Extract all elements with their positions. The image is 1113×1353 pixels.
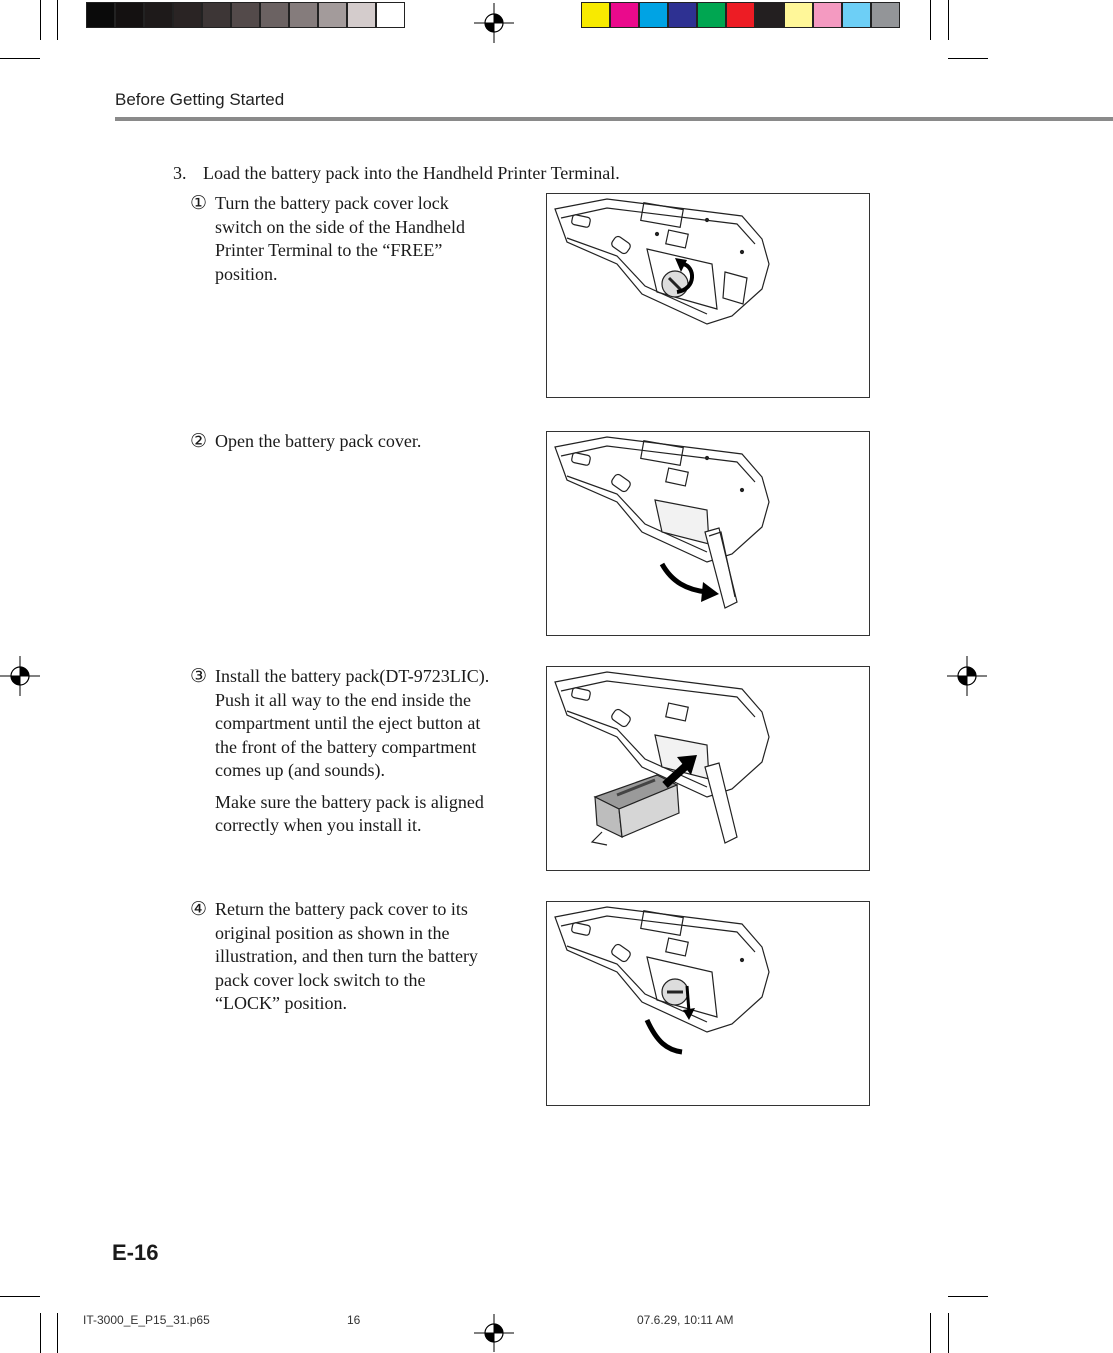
step-intro	[173, 161, 620, 185]
gray-swatch	[289, 2, 318, 28]
illustration-lock-switch-lock	[546, 901, 870, 1106]
text-line: position.	[215, 263, 278, 284]
handheld-terminal-icon	[555, 907, 769, 1032]
text-line: comes up (and sounds).	[215, 760, 385, 780]
slug-file-name: IT-3000_E_P15_31.p65	[83, 1313, 210, 1327]
text-line: original position as shown in the	[215, 922, 450, 943]
header-rule	[115, 117, 1113, 121]
step-number: 3.	[173, 163, 187, 183]
gray-swatch	[144, 2, 173, 28]
registration-mark-top-icon	[474, 3, 514, 43]
process-swatch	[726, 2, 755, 28]
swing-arrow-icon	[662, 564, 707, 592]
gray-swatch	[173, 2, 202, 28]
substep-marker: ④	[190, 899, 208, 920]
text-line: Install the battery pack(DT-9723LIC).	[215, 666, 490, 686]
illustration-cover-open	[546, 431, 870, 636]
gray-swatch	[231, 2, 260, 28]
substep-text	[215, 898, 520, 1016]
process-swatch	[697, 2, 726, 28]
substep-note	[215, 791, 520, 838]
registration-mark-right-icon	[947, 656, 987, 696]
gray-swatch	[318, 2, 347, 28]
text-line: Return the battery pack cover to its	[215, 899, 468, 919]
substep-4	[190, 898, 520, 1016]
process-swatch	[871, 2, 900, 28]
handheld-terminal-icon	[555, 437, 769, 608]
gray-swatch	[260, 2, 289, 28]
rotate-arrow-icon	[647, 1020, 682, 1052]
page-number: E-16	[112, 1240, 159, 1265]
gray-swatch	[202, 2, 231, 28]
process-swatch	[755, 2, 784, 28]
substep-text	[215, 665, 520, 783]
substep-2	[190, 430, 520, 454]
text-line: Make sure the battery pack is aligned	[215, 791, 484, 812]
substep-marker: ③	[190, 666, 208, 687]
illustration-lock-switch-free	[546, 193, 870, 398]
registration-mark-bottom-icon	[474, 1314, 514, 1352]
substep-1	[190, 192, 520, 286]
text-line: Push it all way to the end inside the	[215, 689, 471, 710]
process-swatch	[813, 2, 842, 28]
process-swatch	[610, 2, 639, 28]
gray-swatch	[86, 2, 115, 28]
text-line: Printer Terminal to the “FREE”	[215, 240, 443, 260]
process-swatch	[639, 2, 668, 28]
substep-marker: ①	[190, 193, 208, 214]
text-line: the front of the battery compartment	[215, 736, 477, 757]
text-line: illustration, and then turn the battery	[215, 946, 478, 966]
substep-marker: ②	[190, 431, 208, 452]
registration-mark-left-icon	[0, 656, 40, 696]
substep-3	[190, 665, 520, 838]
text-line: “LOCK” position.	[215, 993, 347, 1013]
text-line: Open the battery pack cover.	[215, 431, 422, 451]
text-line: correctly when you install it.	[215, 815, 422, 835]
gray-swatch	[376, 2, 405, 28]
text-line: compartment until the eject button at	[215, 713, 481, 733]
substep-text	[215, 430, 520, 454]
handheld-terminal-icon	[555, 199, 769, 324]
process-swatch	[668, 2, 697, 28]
text-line: Turn the battery pack cover lock	[215, 193, 449, 213]
text-line: pack cover lock switch to the	[215, 969, 426, 990]
process-swatch	[784, 2, 813, 28]
step-text: Load the battery pack into the Handheld Printer Terminal.	[203, 163, 620, 183]
substep-text	[215, 192, 520, 286]
section-header-title: Before Getting Started	[115, 90, 285, 109]
slug-sheet-number: 16	[347, 1313, 361, 1327]
process-swatch	[581, 2, 610, 28]
slug-timestamp: 07.6.29, 10:11 AM	[637, 1313, 734, 1327]
process-swatch	[842, 2, 871, 28]
gray-swatch	[115, 2, 144, 28]
illustration-install-battery	[546, 666, 870, 871]
gray-swatch	[347, 2, 376, 28]
text-line: switch on the side of the Handheld	[215, 216, 465, 237]
